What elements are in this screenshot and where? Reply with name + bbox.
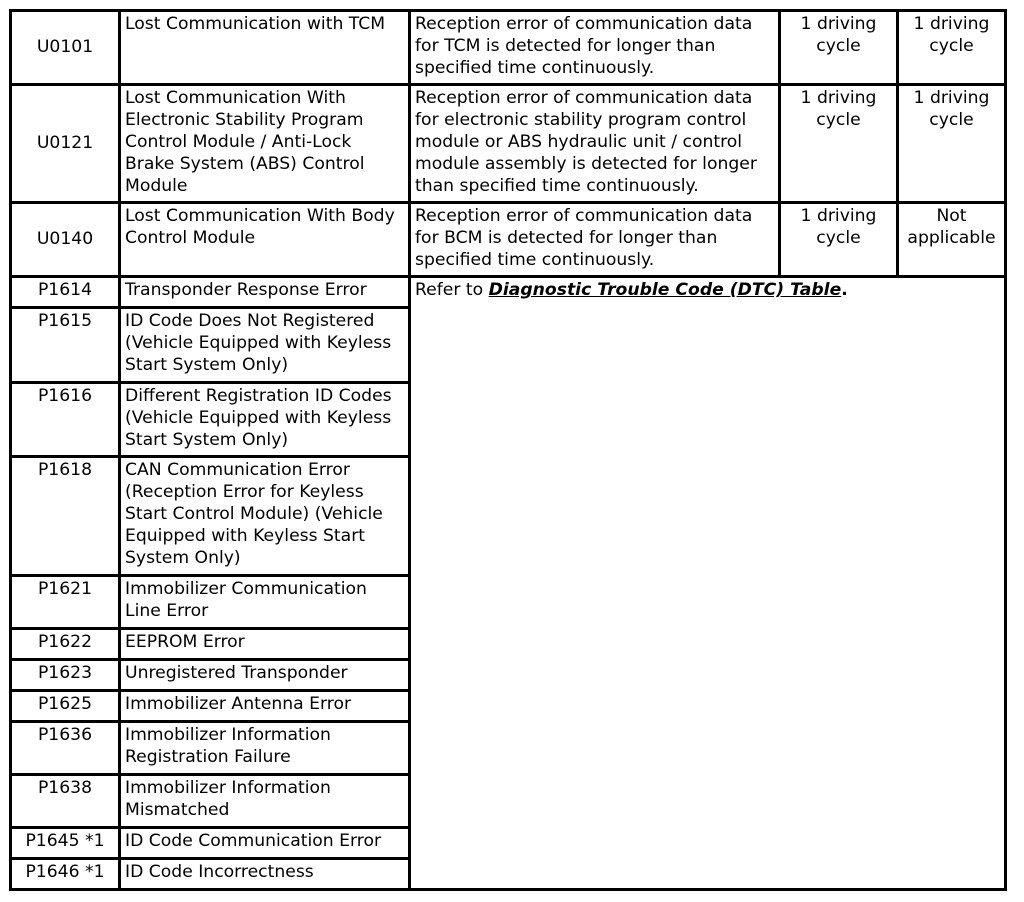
dtc-description: Immobilizer Communication Line Error: [120, 576, 410, 629]
dtc-table: [9, 9, 1007, 891]
driving-cycle-b: Not applicable: [898, 203, 1006, 277]
dtc-code: P1623: [11, 660, 120, 691]
driving-cycle-b: 1 driving cycle: [898, 11, 1006, 85]
dtc-description: ID Code Does Not Registered (Vehicle Equipped with Keyless Start System Only): [120, 308, 410, 383]
detection-condition: Reception error of communication data for electronic stability program control module or ABS hydraulic unit / control module assembly is detected for longer than specified time continuously.: [410, 85, 780, 203]
table-row: [11, 11, 1006, 85]
dtc-description: Different Registration ID Codes (Vehicle Equipped with Keyless Start System Only): [120, 383, 410, 457]
driving-cycle-b: 1 driving cycle: [898, 85, 1006, 203]
dtc-description: Transponder Response Error: [120, 277, 410, 308]
dtc-code: P1618: [11, 457, 120, 576]
dtc-code: P1646 *1: [11, 859, 120, 890]
dtc-code: P1614: [11, 277, 120, 308]
dtc-description: CAN Communication Error (Reception Error for Keyless Start Control Module) (Vehicle Equipped with Keyless Start System Only): [120, 457, 410, 576]
detection-condition: Reception error of communication data for BCM is detected for longer than specified time continuously.: [410, 203, 780, 277]
dtc-code: U0140: [11, 203, 120, 277]
dtc-description: Immobilizer Information Registration Failure: [120, 722, 410, 775]
dtc-description: Immobilizer Information Mismatched: [120, 775, 410, 828]
table-row: [11, 85, 1006, 203]
dtc-code: P1616: [11, 383, 120, 457]
dtc-description: Immobilizer Antenna Error: [120, 691, 410, 722]
driving-cycle-a: 1 driving cycle: [780, 85, 898, 203]
detection-condition: Reception error of communication data for TCM is detected for longer than specified time continuously.: [410, 11, 780, 85]
dtc-code: U0121: [11, 85, 120, 203]
dtc-description: EEPROM Error: [120, 629, 410, 660]
dtc-description: ID Code Communication Error: [120, 828, 410, 859]
dtc-description: Lost Communication With Electronic Stability Program Control Module / Anti-Lock Brake System (ABS) Control Module: [120, 85, 410, 203]
dtc-code: U0101: [11, 11, 120, 85]
dtc-description: ID Code Incorrectness: [120, 859, 410, 890]
dtc-code: P1622: [11, 629, 120, 660]
dtc-description: Unregistered Transponder: [120, 660, 410, 691]
dtc-code: P1621: [11, 576, 120, 629]
refer-prefix: Refer to: [415, 280, 489, 300]
dtc-description: Lost Communication with TCM: [120, 11, 410, 85]
dtc-code: P1625: [11, 691, 120, 722]
driving-cycle-a: 1 driving cycle: [780, 11, 898, 85]
dtc-table-link[interactable]: Diagnostic Trouble Code (DTC) Table: [488, 280, 842, 300]
dtc-code: P1645 *1: [11, 828, 120, 859]
dtc-code: P1638: [11, 775, 120, 828]
dtc-description: Lost Communication With Body Control Module: [120, 203, 410, 277]
driving-cycle-a: 1 driving cycle: [780, 203, 898, 277]
table-row: [11, 277, 1006, 308]
table-row: [11, 203, 1006, 277]
refer-cell: [410, 277, 1006, 890]
dtc-code: P1615: [11, 308, 120, 383]
refer-suffix: .: [841, 280, 848, 300]
dtc-code: P1636: [11, 722, 120, 775]
